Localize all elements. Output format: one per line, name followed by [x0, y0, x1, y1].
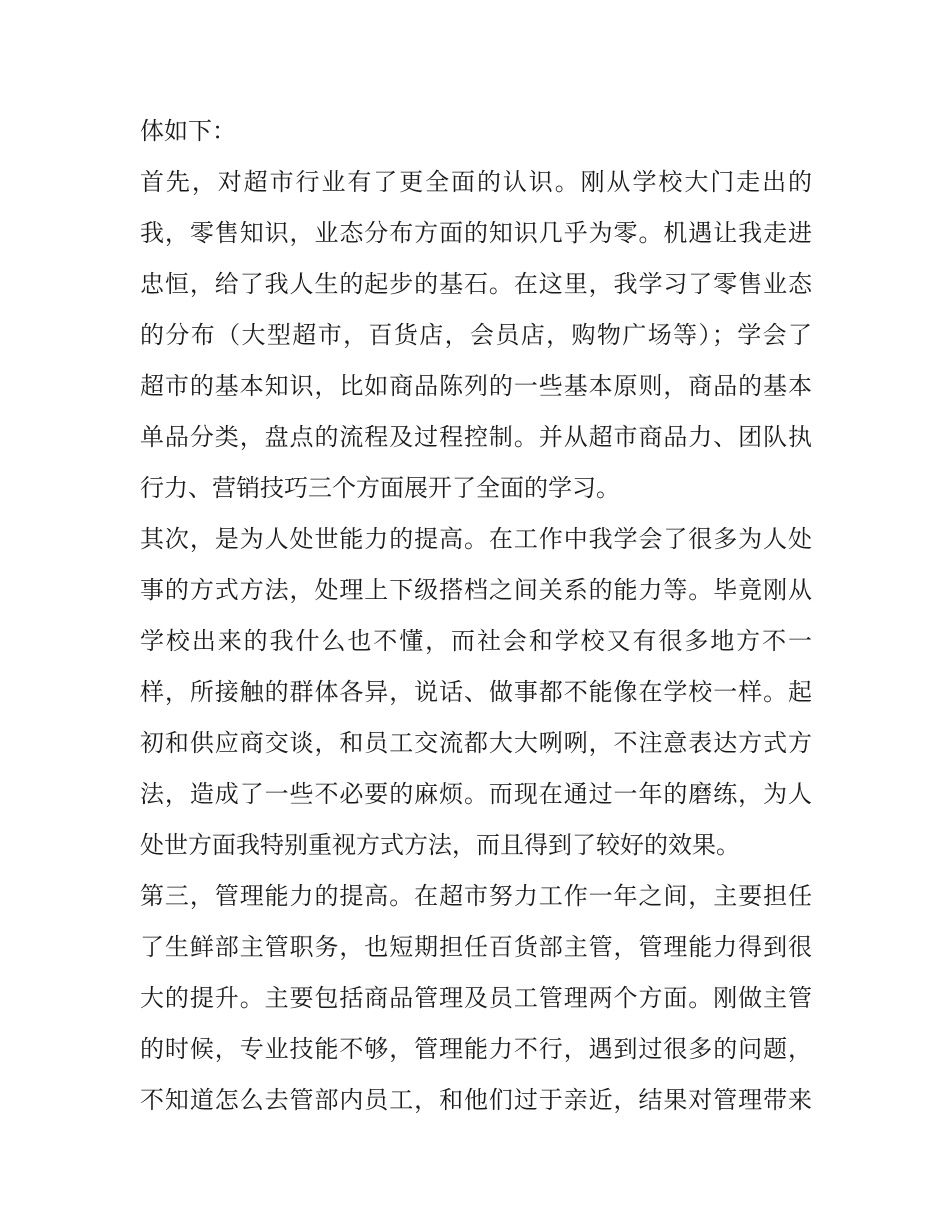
text-line: 首先，对超市行业有了更全面的认识。刚从学校大门走出的: [140, 168, 812, 196]
text-line: 第三，管理能力的提高。在超市努力工作一年之间，主要担任: [140, 882, 812, 910]
text-line: 忠恒，给了我人生的起步的基石。在这里，我学习了零售业态: [140, 270, 812, 298]
text-line: 事的方式方法，处理上下级搭档之间关系的能力等。毕竟刚从: [140, 576, 812, 604]
text-line: 单品分类，盘点的流程及过程控制。并从超市商品力、团队执: [140, 423, 812, 451]
text-line: 我，零售知识，业态分布方面的知识几乎为零。机遇让我走进: [140, 219, 812, 247]
text-line: 不知道怎么去管部内员工，和他们过于亲近，结果对管理带来: [140, 1086, 812, 1114]
text-line: 超市的基本知识，比如商品陈列的一些基本原则，商品的基本: [140, 372, 812, 400]
text-line: 大的提升。主要包括商品管理及员工管理两个方面。刚做主管: [140, 984, 812, 1012]
document-body: [140, 106, 812, 1126]
text-line: 初和供应商交谈，和员工交流都大大咧咧，不注意表达方式方: [140, 729, 812, 757]
text-line: 其次，是为人处世能力的提高。在工作中我学会了很多为人处: [140, 525, 812, 553]
text-line: 体如下：: [140, 117, 236, 145]
text-line: 学校出来的我什么也不懂，而社会和学校又有很多地方不一: [140, 627, 812, 655]
text-line: 样，所接触的群体各异，说话、做事都不能像在学校一样。起: [140, 678, 812, 706]
text-line: 了生鲜部主管职务，也短期担任百货部主管，管理能力得到很: [140, 933, 812, 961]
text-line: 法，造成了一些不必要的麻烦。而现在通过一年的磨练，为人: [140, 780, 812, 808]
text-line: 行力、营销技巧三个方面展开了全面的学习。: [140, 474, 620, 502]
text-line: 处世方面我特别重视方式方法，而且得到了较好的效果。: [140, 831, 740, 859]
text-line: 的分布（大型超市，百货店，会员店，购物广场等）；学会了: [140, 321, 812, 349]
text-line: 的时候，专业技能不够，管理能力不行，遇到过很多的问题，: [140, 1035, 812, 1063]
